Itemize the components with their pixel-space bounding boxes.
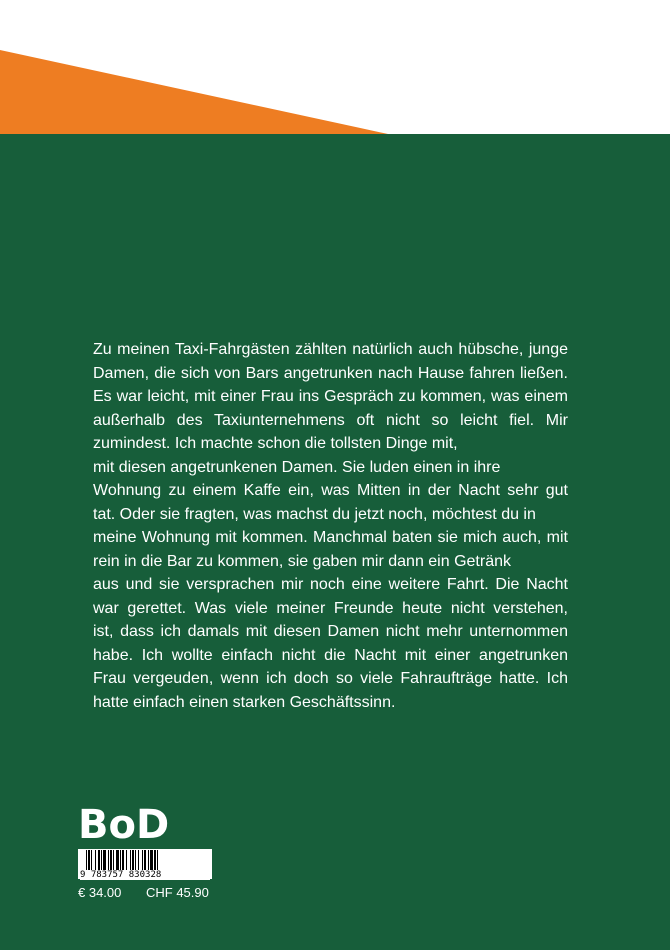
barcode-bar bbox=[91, 850, 92, 870]
blurb-line: Es war leicht, mit einer Frau ins Gespräch zu kommen, was einem bbox=[93, 388, 568, 405]
barcode-bar bbox=[130, 850, 131, 870]
barcode-bar bbox=[101, 850, 102, 870]
barcode-bar bbox=[108, 850, 109, 870]
blurb-line: tat. Oder sie fragten, was machst du jetzt noch, möchtest du in bbox=[93, 505, 536, 523]
orange-stripe bbox=[0, 50, 388, 134]
barcode-bar bbox=[88, 850, 90, 870]
blurb-line: aus und sie versprachen mir noch eine weitere Fahrt. Die Nacht bbox=[93, 576, 568, 593]
barcode-bar bbox=[138, 850, 139, 870]
barcode-bar bbox=[103, 850, 106, 870]
barcode-bars bbox=[78, 849, 212, 871]
blurb-line: Zu meinen Taxi-Fahrgästen zählten natürlich auch hübsche, junge bbox=[93, 341, 568, 358]
barcode-bar bbox=[95, 850, 96, 870]
barcode-bar bbox=[154, 850, 156, 870]
isbn-barcode bbox=[78, 849, 212, 879]
barcode-bar bbox=[98, 850, 100, 870]
barcode-bar bbox=[135, 850, 136, 870]
barcode-bar bbox=[144, 850, 146, 870]
blurb-line: außerhalb des Taxiunternehmens oft nicht so leicht fiel. Mir bbox=[93, 411, 568, 429]
barcode-bar bbox=[116, 850, 119, 870]
barcode-bar bbox=[126, 850, 127, 870]
barcode-bar bbox=[120, 850, 121, 870]
blurb-line: meine Wohnung mit kommen. Manchmal baten sie mich auch, mit bbox=[93, 529, 568, 546]
blurb-line: ist, dass ich damals mit diesen Damen nicht mehr unternommen bbox=[93, 623, 568, 640]
blurb-line: zumindest. Ich machte schon die tollsten Dinge mit, bbox=[93, 435, 458, 452]
blurb-line: habe. Ich wollte einfach nicht die Nacht mit einer angetrunken bbox=[93, 646, 568, 664]
blurb-line: Frau vergeuden, wenn ich doch so viele Fahraufträge hatte. Ich bbox=[93, 670, 568, 687]
blurb-line: war gerettet. Was viele meiner Freunde heute nicht verstehen, bbox=[93, 599, 568, 617]
price-eur: € 34.00 bbox=[78, 885, 122, 900]
blurb-line: Damen, die sich von Bars angetrunken nach Hause fahren ließen. bbox=[93, 364, 568, 382]
barcode-bar bbox=[110, 850, 112, 870]
blurb-line: hatte einfach einen starken Geschäftssinn. bbox=[93, 693, 396, 711]
barcode-bar bbox=[150, 850, 153, 870]
price-chf: CHF 45.90 bbox=[146, 885, 209, 900]
price-line bbox=[78, 885, 209, 901]
barcode-bar bbox=[86, 850, 87, 870]
blurb-line: mit diesen angetrunkenen Damen. Sie luden einen in ihre bbox=[93, 458, 501, 476]
back-cover-blurb bbox=[93, 338, 568, 714]
blurb-line: rein in die Bar zu kommen, sie gaben mir dann ein Getränk bbox=[93, 552, 511, 570]
barcode-bar bbox=[142, 850, 143, 870]
isbn-number: 9 783757 830328 bbox=[80, 870, 210, 880]
publisher-logo: BoD bbox=[78, 802, 170, 848]
barcode-bar bbox=[113, 850, 114, 870]
barcode-bar bbox=[157, 850, 158, 870]
blurb-line: Wohnung zu einem Kaffe ein, was Mitten in der Nacht sehr gut bbox=[93, 482, 568, 499]
barcode-bar bbox=[122, 850, 124, 870]
barcode-bar bbox=[132, 850, 134, 870]
barcode-bar bbox=[148, 850, 149, 870]
